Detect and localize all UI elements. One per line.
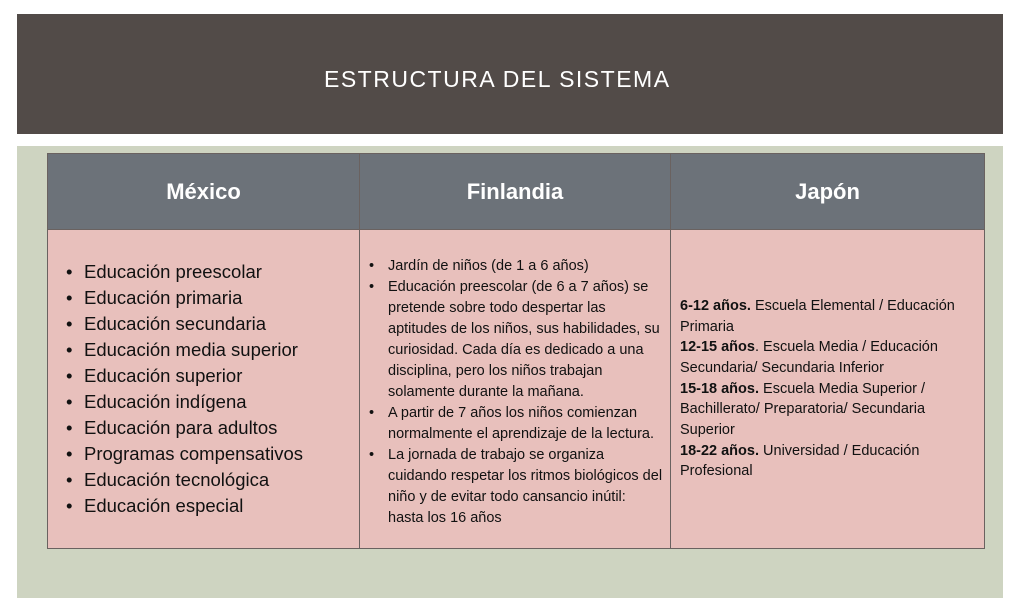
stage-description: Escuela Media Superior / Bachillerato/ Preparatoria/ Secundaria Superior [680,380,926,439]
list-item: • A partir de 7 años los niños comienzan normalmente el aprendizaje de la lectura. [361,403,669,445]
list-item: • Educación preescolar [59,259,358,285]
slide-title: ESTRUCTURA DEL SISTEMA [324,66,671,92]
header-japon: Japón [671,154,985,230]
content-row [48,230,985,549]
japon-entry [680,441,974,482]
stage-description: Escuela Elemental / Educación Primaria [680,297,955,335]
comparison-table [47,153,985,549]
list-item: • Educación indígena [59,389,358,415]
list-item: • Educación especial [59,493,358,519]
cell-japon [671,230,985,549]
age-range: 15-18 años. [680,380,759,397]
list-item: • La jornada de trabajo se organiza cuidando respetar los ritmos biológicos del niño y de evitar todo cansancio inútil: hasta los 16 años [361,445,669,529]
age-range: 12-15 años [680,339,755,356]
list-item: • Educación secundaria [59,311,358,337]
finlandia-list [361,250,669,529]
stage-description: Universidad / Educación Profesional [680,442,920,480]
japon-entry [680,337,974,378]
list-item: • Educación primaria [59,285,358,311]
mexico-list [49,259,358,519]
japon-entry [680,379,974,441]
header-row [48,154,985,230]
list-item: • Educación preescolar (de 6 a 7 años) se pretende sobre todo despertar las aptitudes de los niños, sus habilidades, su curiosidad. Cada día es dedicado a una disciplina, pero los niños trabajan solamente durante la mañana. [361,277,669,403]
japon-entry [680,296,974,337]
list-item: • Educación tecnológica [59,467,358,493]
list-item: • Jardín de niños (de 1 a 6 años) [361,256,669,277]
header-finlandia: Finlandia [360,154,671,230]
header-mexico: México [48,154,360,230]
list-item: • Educación media superior [59,337,358,363]
list-item: • Educación superior [59,363,358,389]
list-item: • Educación para adultos [59,415,358,441]
stage-description: . Escuela Media / Educación Secundaria/ Secundaria Inferior [680,339,938,376]
age-range: 6-12 años. [680,297,751,314]
list-item: • Programas compensativos [59,441,358,467]
age-range: 18-22 años. [680,442,759,459]
cell-finlandia [360,230,671,549]
cell-mexico [48,230,360,549]
